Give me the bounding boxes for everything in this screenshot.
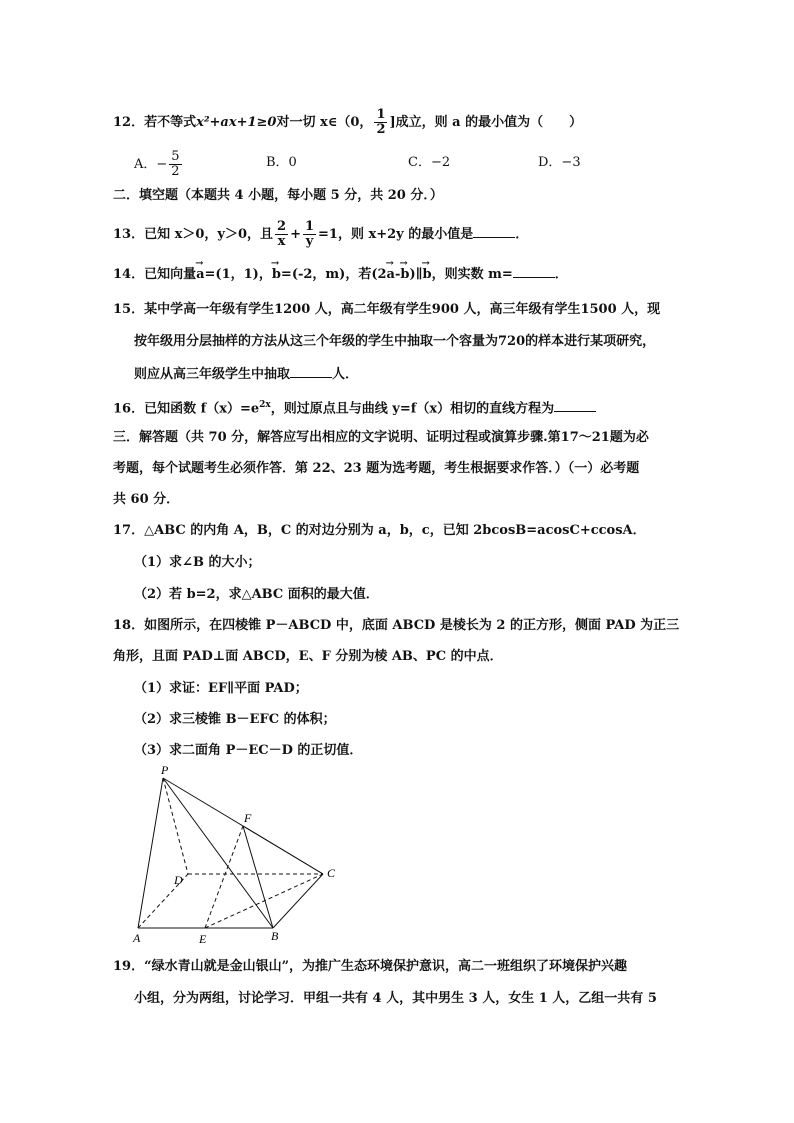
q12-fraction: $\frac{1}{2}$ [376, 107, 386, 137]
vector-a: → a [196, 266, 204, 284]
section-3-line-2: 考题，每个试题考生必须作答．第 22、23 题为选考题，考生根据要求作答．）（一）必考题 [113, 461, 640, 476]
q13-stem: 13．已知 x＞0，y＞0，且 $\frac{2}{x}$ + $\frac{1}{y}$ =1，则 x+2y 的最小值是 ． [113, 219, 529, 249]
label-E: E [199, 932, 207, 946]
label-D: D [174, 873, 183, 887]
q18-line-1: 18．如图所示，在四棱锥 P－ABCD 中，底面 ABCD 是棱长为 2 的正方形，侧面 PAD 为正三 [113, 618, 680, 633]
q19-line-2: 小组，分为两组，讨论学习．甲组一共有 4 人，其中男生 3 人，女生 1 人，乙组一共有 5 [134, 991, 657, 1006]
q17-part-1: （1）求∠B 的大小； [134, 555, 261, 570]
q12-option-b: B．0 [266, 155, 297, 170]
edge-BC [273, 874, 323, 928]
q12-suffix: ]成立，则 a 的最小值为（ ） [389, 115, 583, 130]
section-3-line-3: 共 60 分． [113, 492, 180, 507]
q12-option-c: C．−2 [408, 155, 451, 170]
edge-PB [163, 778, 273, 928]
q12-inequality: x²+ax+1≥0 [196, 115, 277, 130]
section-2-heading: 二．填空题（本题共 4 小题，每小题 5 分，共 20 分．） [113, 188, 443, 203]
q18-part-3: （3）求二面角 P－EC－D 的正切值． [134, 743, 363, 758]
section-3-line-1: 三．解答题（共 70 分，解答应写出相应的文字说明、证明过程或演算步骤.第17～21题为必 [113, 430, 649, 445]
q14-stem: 14．已知向量→ a=(1，1)，→ b=(-2，m)，若(2→ a-→ b)∥→ b，则实数 m= ． [113, 265, 568, 284]
q15-line-3: 则应从高三年级学生中抽取 人． [134, 367, 359, 382]
q18-line-2: 角形，且面 PAD⊥面 ABCD，E、F 分别为棱 AB、PC 的中点． [113, 649, 503, 664]
q12-mid: 对一切 x∈（0， [276, 115, 373, 130]
q14-answer-blank [513, 265, 555, 278]
q18-part-1: （1）求证：EF∥平面 PAD； [134, 681, 308, 696]
label-P: P [161, 763, 169, 777]
q16-answer-blank [554, 399, 596, 412]
q17-part-2: （2）若 b=2，求△ABC 面积的最大值． [134, 587, 379, 602]
edge-PD [163, 778, 188, 874]
label-B: B [271, 929, 279, 943]
label-C: C [327, 866, 336, 880]
q15-answer-blank [290, 365, 332, 378]
edge-EC [205, 874, 323, 928]
q12-prefix: 12．若不等式 [113, 115, 197, 130]
q16-stem: 16．已知函数 $f(x)=e^{2x}$，则过原点且与曲线 y=f（x）相切的直线方程为 [113, 396, 596, 418]
q13-answer-blank [473, 225, 515, 238]
q17-stem: 17．△ABC 的内角 A，B，C 的对边分别为 a，b，c，已知 2bcosB=acosC+ccosA． [113, 523, 646, 538]
label-A: A [133, 931, 141, 945]
pyramid-figure [125, 760, 355, 950]
q15-line-1: 15．某中学高一年级有学生1200 人，高二年级有学生900 人，高三年级有学生1500 人，现 [113, 302, 661, 317]
vector-b: → b [272, 266, 281, 284]
q19-line-1: 19．“绿水青山就是金山银山”，为推广生态环境保护意识，高二一班组织了环境保护兴趣 [113, 959, 628, 974]
q12-option-a: A．− $\frac{5}{2}$ [134, 149, 180, 179]
label-F: F [244, 811, 252, 825]
q12-stem [113, 108, 582, 137]
q18-part-2: （2）求三棱锥 B－EFC 的体积； [134, 712, 336, 727]
q12-option-d: D．−3 [538, 155, 581, 170]
q15-line-2: 按年级用分层抽样的方法从这三个年级的学生中抽取一个容量为720的样本进行某项研究， [134, 334, 656, 349]
